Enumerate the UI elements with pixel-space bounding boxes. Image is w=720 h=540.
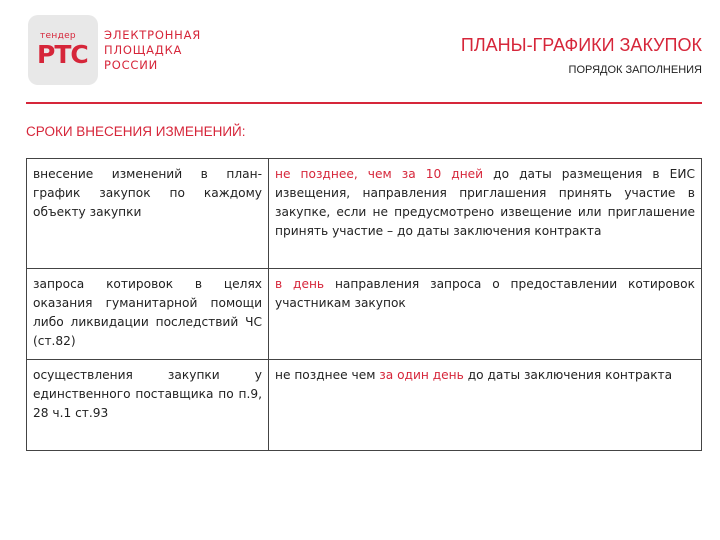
page-subtitle: ПОРЯДОК ЗАПОЛНЕНИЯ — [568, 64, 702, 76]
term-text-lead: не позднее чем — [275, 368, 380, 382]
table-row — [27, 159, 702, 269]
table-row — [27, 269, 702, 360]
term-highlight: в день — [275, 277, 325, 291]
logo — [28, 15, 98, 85]
header-divider — [26, 102, 702, 104]
section-heading: СРОКИ ВНЕСЕНИЯ ИЗМЕНЕНИЙ: — [26, 124, 246, 139]
case-cell: осуществления закупки у единственного поставщика по п.9, 28 ч.1 ст.93 — [27, 360, 269, 451]
logo-tender-text: тендер — [40, 31, 76, 41]
logo-caption — [104, 28, 201, 73]
deadlines-table — [26, 158, 702, 451]
case-cell: запроса котировок в целях оказания гуманитарной помощи либо ликвидации последствий ЧС (ст.82) — [27, 269, 269, 360]
logo-caption-line: РОССИИ — [104, 58, 159, 72]
page-title: ПЛАНЫ-ГРАФИКИ ЗАКУПОК — [460, 35, 702, 55]
term-text: направления запроса о предоставлении котировок участникам закупок — [275, 277, 695, 310]
case-cell: внесение изменений в план-график закупок по каждому объекту закупки — [27, 159, 269, 269]
term-cell — [269, 269, 702, 360]
logo-caption-line: ЭЛЕКТРОННАЯ — [104, 28, 202, 42]
term-highlight: не позднее, чем за 10 дней — [275, 167, 484, 181]
logo-caption-line: ПЛОЩАДКА — [104, 43, 183, 57]
term-text: до даты заключения контракта — [463, 368, 673, 382]
table-row — [27, 360, 702, 451]
term-cell — [269, 159, 702, 269]
term-text: до даты размещения в ЕИС извещения, направления приглашения принять участие в закупке, если не предусмотрено извещение или приглашение принять участие – до даты заключения контракта — [275, 167, 695, 238]
term-cell — [269, 360, 702, 451]
logo-rts-text: РТС — [37, 40, 88, 69]
term-highlight: за один день — [379, 368, 464, 382]
